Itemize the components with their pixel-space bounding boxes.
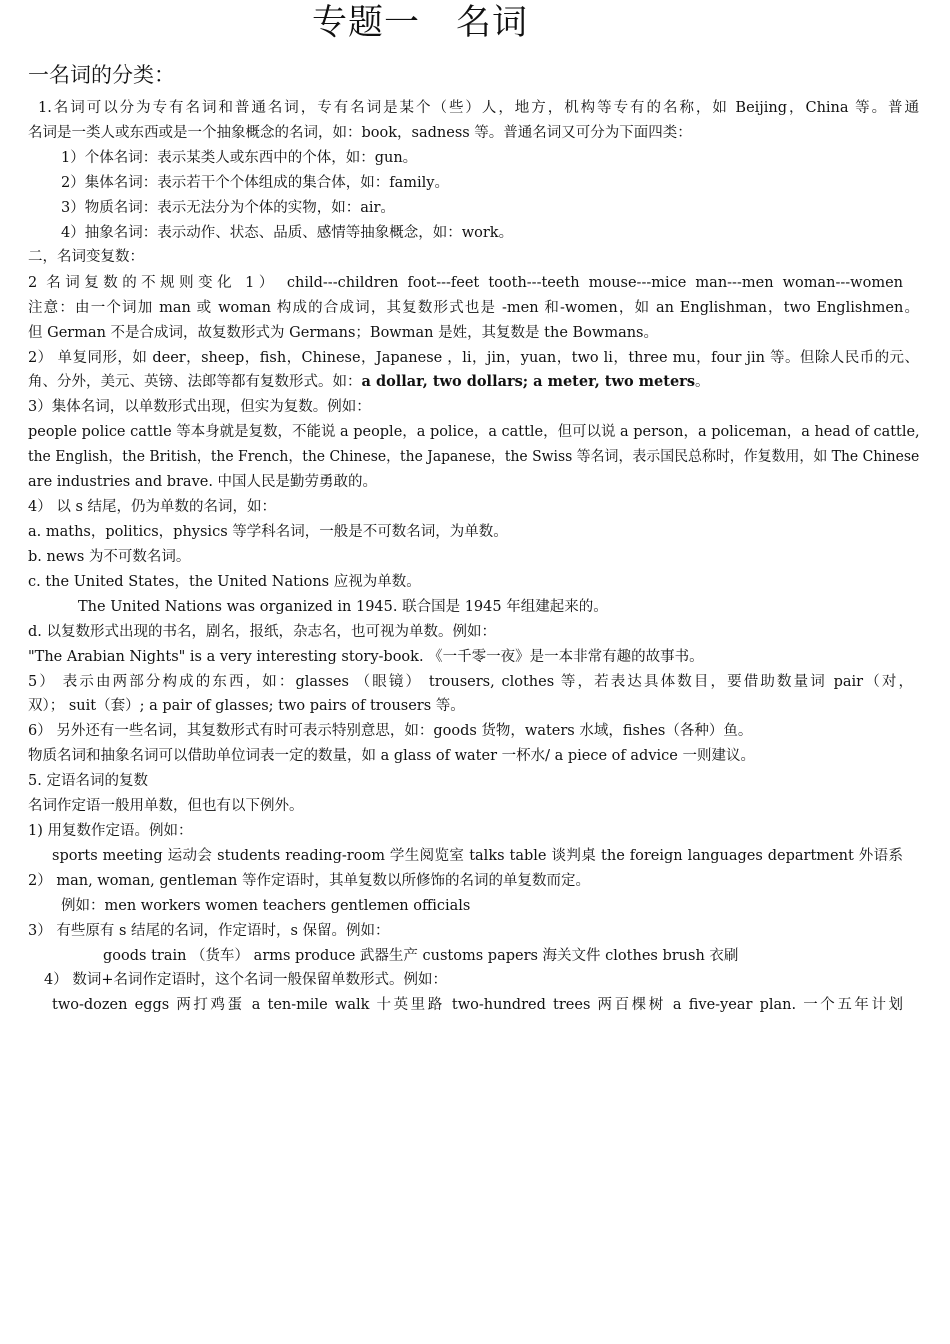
paragraph-line: 5） 表示由两部分构成的东西，如：glasses （眼镜） trousers, clothes 等，若表达具体数目，要借助数量词 pair（对， (28, 674, 913, 690)
paragraph-line: 2 名词复数的不规则变化 1） child---children foot---feet tooth---teeth mouse---mice man---men woman---women (28, 275, 903, 291)
paragraph-line: 4） 数词+名词作定语时，这个名词一般保留单数形式。例如： (44, 972, 447, 988)
paragraph-line: d. 以复数形式出现的书名，剧名，报纸，杂志名，也可视为单数。例如： (28, 624, 496, 640)
paragraph-line: the English，the British，the French，the Chinese，the Japanese，the Swiss 等名词，表示国民总称时，作复数用，如 The Chinese (28, 449, 920, 465)
list-item: 1）个体名词：表示某类人或东西中的个体，如：gun。 (61, 150, 418, 166)
paragraph-line: 2） 单复同形，如 deer，sheep，fish，Chinese，Japanese ，li，jin，yuan，two li，three mu，four jin 等。但除人民币的元、 (28, 350, 919, 366)
page-title: 专题一 名词 (311, 3, 528, 43)
subsection-heading: 5. 定语名词的复数 (28, 773, 148, 789)
paragraph-line: 双）； suit（套）; a pair of glasses; two pairs of trousers 等。 (28, 698, 465, 714)
list-item: 2）集体名词：表示若干个个体组成的集合体，如：family。 (61, 175, 449, 191)
paragraph-line: 3）集体名词，以单数形式出现，但实为复数。例如： (28, 399, 371, 415)
example-line: sports meeting 运动会 students reading-room 学生阅览室 talks table 谈判桌 the foreign languages department 外语系 (52, 848, 903, 864)
paragraph-line: 名词是一类人或东西或是一个抽象概念的名词，如：book，sadness 等。普通名词又可分为下面四类： (28, 125, 692, 141)
paragraph-line: 2） man, woman, gentleman 等作定语时，其单复数以所修饰的名词的单复数而定。 (28, 873, 590, 889)
subsection-heading: 二，名词变复数： (28, 249, 144, 265)
paragraph-line: 物质名词和抽象名词可以借助单位词表一定的数量，如 a glass of water 一杯水/ a piece of advice 一则建议。 (28, 748, 755, 764)
example-line: two-dozen eggs 两打鸡蛋 a ten-mile walk 十英里路 two-hundred trees 两百棵树 a five-year plan. 一个五年计划 (52, 997, 903, 1013)
paragraph-line: 6） 另外还有一些名词，其复数形式有时可表示特别意思，如：goods 货物，waters 水域，fishes（各种）鱼。 (28, 723, 753, 739)
list-item: 4）抽象名词：表示动作、状态、品质、感情等抽象概念，如：work。 (61, 225, 514, 241)
paragraph-line: 1.名词可以分为专有名词和普通名词，专有名词是某个（些）人，地方，机构等专有的名称，如 Beijing，China 等。普通 (38, 100, 919, 116)
paragraph-line: 但 German 不是合成词，故复数形式为 Germans；Bowman 是姓，其复数是 the Bowmans。 (28, 325, 658, 341)
paragraph-line: 3） 有些原有 s 结尾的名词，作定语时，s 保留。例如： (28, 923, 390, 939)
example-sentence: "The Arabian Nights" is a very interesting story-book. 《一千零一夜》是一本非常有趣的故事书。 (28, 649, 704, 665)
example-line: 例如：men workers women teachers gentlemen officials (61, 898, 471, 914)
paragraph-line: 注意：由一个词加 man 或 woman 构成的合成词，其复数形式也是 -men 和-women，如 an Englishman，two Englishmen。 (28, 300, 919, 316)
paragraph-line: c. the United States，the United Nations 应视为单数。 (28, 574, 421, 590)
paragraph-line: b. news 为不可数名词。 (28, 549, 191, 565)
example-line: goods train （货车） arms produce 武器生产 customs papers 海关文件 clothes brush 衣刷 (103, 948, 739, 964)
paragraph-line: 4） 以 s 结尾，仍为单数的名词，如： (28, 499, 276, 515)
list-item: 3）物质名词：表示无法分为个体的实物，如：air。 (61, 200, 395, 216)
paragraph-line: 名词作定语一般用单数，但也有以下例外。 (28, 798, 304, 814)
bold-example: a dollar, two dollars; a meter, two meters (361, 373, 695, 390)
text-fragment: 。 (694, 374, 710, 390)
paragraph-line (28, 370, 709, 395)
paragraph-line: 1) 用复数作定语。例如： (28, 823, 193, 839)
text-fragment: 角、分外，美元、英镑、法郎等都有复数形式。如： (28, 374, 362, 390)
paragraph-line: people police cattle 等本身就是复数，不能说 a people，a police，a cattle，但可以说 a person，a policeman，a head of cattle, (28, 424, 920, 440)
paragraph-line: are industries and brave. 中国人民是勤劳勇敢的。 (28, 474, 378, 490)
paragraph-line: a. maths，politics，physics 等学科名词，一般是不可数名词，为单数。 (28, 524, 508, 540)
example-sentence: The United Nations was organized in 1945. 联合国是 1945 年组建起来的。 (78, 599, 608, 615)
section-heading: 一名词的分类： (28, 63, 175, 87)
